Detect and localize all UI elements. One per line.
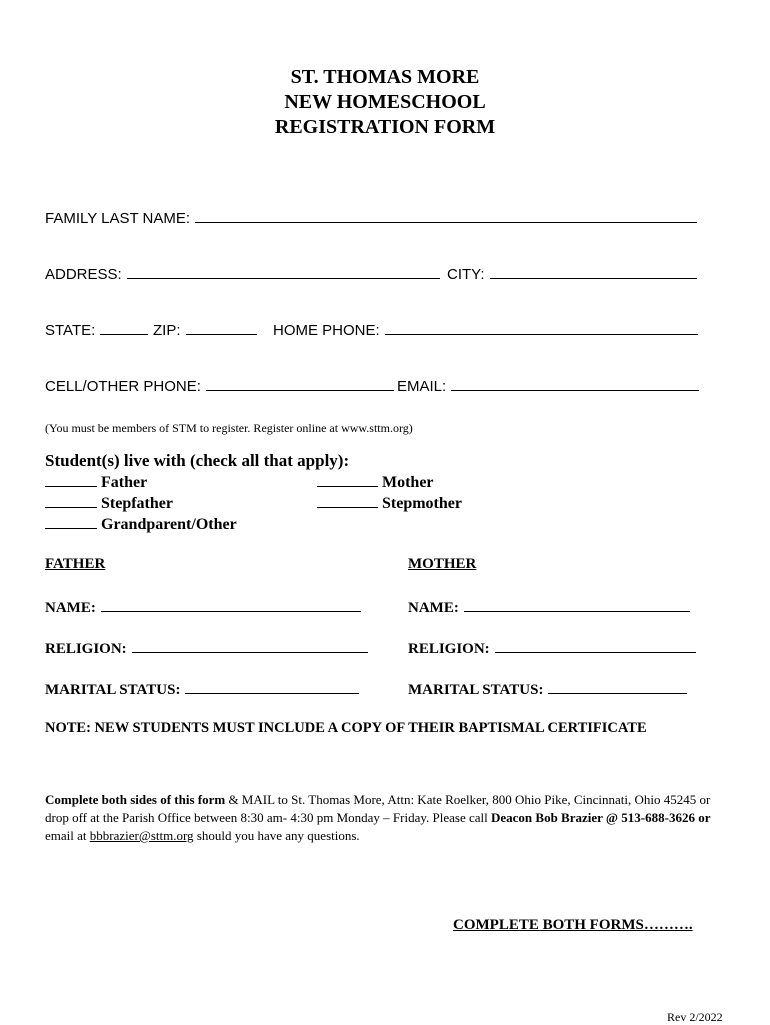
form-title-line-1: ST. THOMAS MORE [290, 66, 480, 88]
father-marital-status-field[interactable] [45, 679, 359, 699]
instructions-text-3: should you have any questions. [193, 828, 360, 843]
mother-name-line[interactable] [464, 597, 690, 612]
mother-religion-line[interactable] [495, 638, 696, 653]
stepfather-check-line[interactable] [45, 493, 97, 508]
lives-with-father[interactable] [45, 472, 147, 492]
instructions-text-2: email at [45, 828, 90, 843]
zip-field[interactable] [153, 320, 257, 339]
grandparent-option-label: Grandparent/Other [101, 516, 237, 533]
mother-religion-field[interactable] [408, 638, 696, 658]
email-line[interactable] [451, 376, 699, 391]
zip-label: ZIP: [153, 322, 181, 339]
stepfather-option-label: Stepfather [101, 495, 173, 512]
form-title-line-2: NEW HOMESCHOOL [284, 91, 486, 113]
address-label: ADDRESS: [45, 266, 122, 283]
contact-email-link[interactable]: bbbrazier@sttm.org [89, 828, 194, 843]
mother-name-label: NAME: [408, 600, 459, 616]
stepmother-check-line[interactable] [317, 493, 378, 508]
father-marital-status-line[interactable] [185, 679, 359, 694]
father-marital-status-label: MARITAL STATUS: [45, 682, 181, 698]
father-religion-field[interactable] [45, 638, 368, 658]
mother-name-field[interactable] [408, 597, 690, 617]
state-field[interactable] [45, 320, 148, 339]
complete-both-forms: COMPLETE BOTH FORMS………. [453, 917, 693, 933]
lives-with-grandparent[interactable] [45, 514, 237, 534]
home-phone-line[interactable] [385, 320, 698, 335]
family-last-name-field[interactable] [45, 208, 697, 227]
city-label: CITY: [447, 266, 485, 283]
mother-marital-status-line[interactable] [548, 679, 687, 694]
mother-religion-label: RELIGION: [408, 641, 490, 657]
state-label: STATE: [45, 322, 96, 339]
mother-header: MOTHER [408, 556, 477, 572]
email-field[interactable] [397, 376, 699, 395]
cell-phone-line[interactable] [206, 376, 394, 391]
family-last-name-label: FAMILY LAST NAME: [45, 210, 191, 227]
mother-option-label: Mother [382, 474, 434, 491]
membership-note: (You must be members of STM to register. Register online at www.sttm.org) [45, 421, 413, 435]
address-line[interactable] [127, 264, 440, 279]
email-label: EMAIL: [397, 378, 447, 395]
state-line[interactable] [100, 320, 148, 335]
father-religion-line[interactable] [132, 638, 368, 653]
family-last-name-line[interactable] [195, 208, 697, 223]
father-header: FATHER [45, 556, 106, 572]
baptismal-note: NOTE: NEW STUDENTS MUST INCLUDE A COPY OF THEIR BAPTISMAL CERTIFICATE [45, 720, 647, 736]
address-field[interactable] [45, 264, 440, 283]
lives-with-heading: Student(s) live with (check all that apply): [45, 451, 350, 470]
father-name-field[interactable] [45, 597, 361, 617]
home-phone-field[interactable] [273, 320, 698, 339]
lives-with-mother[interactable] [317, 472, 434, 492]
instructions-or: or [694, 810, 711, 825]
father-check-line[interactable] [45, 472, 97, 487]
father-religion-label: RELIGION: [45, 641, 127, 657]
mother-check-line[interactable] [317, 472, 378, 487]
instructions-paragraph [45, 791, 725, 845]
home-phone-label: HOME PHONE: [273, 322, 380, 339]
form-title-line-3: REGISTRATION FORM [274, 116, 496, 138]
father-option-label: Father [101, 474, 148, 491]
instructions-bold-lead: Complete both sides of this form [45, 792, 226, 807]
lives-with-stepfather[interactable] [45, 493, 173, 513]
mother-marital-status-field[interactable] [408, 679, 687, 699]
instructions-text-1: & MAIL to St. Thomas More, Attn: Kate Roelker, 800 Ohio Pike, Cincinnati, Ohio 45245 or drop off at the Parish Office between 8:30 am- 4:30 pm Monday – Friday. Please call [45, 792, 711, 825]
city-line[interactable] [490, 264, 697, 279]
grandparent-check-line[interactable] [45, 514, 97, 529]
mother-marital-status-label: MARITAL STATUS: [408, 682, 544, 698]
stepmother-option-label: Stepmother [382, 495, 462, 512]
city-field[interactable] [447, 264, 697, 283]
lives-with-stepmother[interactable] [317, 493, 462, 513]
contact-name: Deacon Bob Brazier @ 513-688-3626 [491, 810, 695, 825]
cell-phone-field[interactable] [45, 376, 394, 395]
father-name-label: NAME: [45, 600, 96, 616]
cell-phone-label: CELL/OTHER PHONE: [45, 378, 201, 395]
zip-line[interactable] [186, 320, 257, 335]
father-name-line[interactable] [101, 597, 361, 612]
revision-label: Rev 2/2022 [667, 1010, 723, 1024]
